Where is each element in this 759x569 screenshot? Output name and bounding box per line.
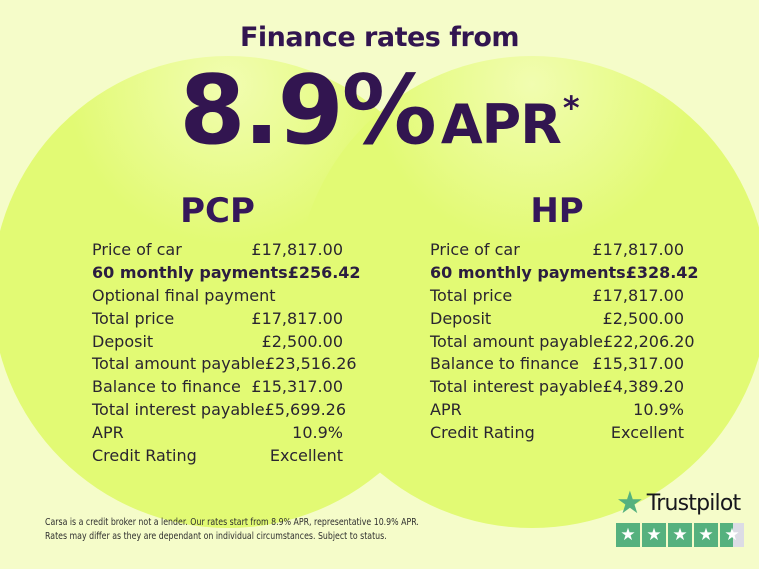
- row-label: 60 monthly payments: [430, 262, 626, 282]
- finance-row: [92, 375, 343, 398]
- row-value: £2,500.00: [602, 308, 684, 328]
- finance-row: [430, 375, 684, 398]
- row-value: £17,817.00: [251, 308, 343, 328]
- row-value: £17,817.00: [592, 285, 684, 305]
- rating-star-icon: ★: [720, 523, 744, 547]
- row-value: £15,317.00: [251, 377, 343, 397]
- row-label: Optional final payment: [92, 285, 276, 305]
- row-value: £17,817.00: [592, 239, 684, 259]
- pcp-table: [92, 189, 361, 467]
- row-value: £4,389.20: [602, 377, 685, 397]
- finance-row: [430, 307, 684, 330]
- hp-title: HP: [530, 191, 584, 231]
- row-value: 10.9%: [292, 423, 343, 443]
- hp-table-rows: [430, 238, 699, 444]
- finance-row: [430, 421, 684, 444]
- row-label: Deposit: [92, 331, 154, 351]
- finance-row: [92, 421, 343, 444]
- row-value: £22,206.20: [602, 331, 695, 351]
- legal-disclaimer: [45, 516, 421, 544]
- row-label: Total amount payable: [92, 354, 265, 374]
- rating-star-icon: ★: [616, 523, 640, 547]
- row-label: APR: [92, 423, 124, 443]
- trustpilot-brand-name: Trustpilot: [646, 490, 741, 516]
- finance-row: [430, 238, 684, 261]
- finance-row: [430, 352, 684, 375]
- row-label: APR: [430, 400, 462, 420]
- row-label: Total interest payable: [430, 377, 603, 397]
- row-label: Total interest payable: [92, 400, 265, 420]
- finance-row: [92, 261, 361, 284]
- rate-unit: APR: [440, 93, 561, 156]
- disclaimer-line-1: Carsa is a credit broker not a lender. Our rates start from 8.9% APR, representative 10.9% APR.: [45, 517, 419, 528]
- rating-star-icon: ★: [694, 523, 718, 547]
- row-value: 10.9%: [633, 400, 684, 420]
- finance-row: [92, 444, 343, 467]
- row-label: Deposit: [430, 308, 492, 328]
- row-value: Excellent: [269, 445, 343, 465]
- row-value: Excellent: [610, 423, 684, 443]
- finance-row: [430, 284, 684, 307]
- row-label: Total amount payable: [430, 331, 603, 351]
- pcp-title: PCP: [180, 191, 255, 231]
- banner-tagline: Finance rates from: [239, 22, 520, 53]
- finance-row: [92, 284, 343, 307]
- row-label: Total price: [430, 285, 513, 305]
- rate-footnote-marker: *: [562, 89, 580, 127]
- row-label: Total price: [92, 308, 175, 328]
- row-label: Price of car: [430, 239, 520, 259]
- finance-row: [430, 398, 684, 421]
- row-value: £15,317.00: [592, 354, 684, 374]
- finance-row: [430, 330, 695, 353]
- finance-row: [430, 261, 699, 284]
- disclaimer-line-2: Rates may differ as they are dependant on individual circumstances. Subject to status.: [45, 531, 387, 542]
- trustpilot-stars: [616, 523, 744, 547]
- row-label: Price of car: [92, 239, 182, 259]
- rating-star-icon: ★: [668, 523, 692, 547]
- rating-star-icon: ★: [642, 523, 666, 547]
- finance-row: [92, 307, 343, 330]
- pcp-table-rows: [92, 238, 361, 467]
- row-label: Balance to finance: [430, 354, 579, 374]
- row-value: £17,817.00: [251, 239, 343, 259]
- finance-row: [92, 330, 343, 353]
- row-value: £23,516.26: [264, 354, 357, 374]
- trustpilot-star-icon: ★: [616, 485, 644, 521]
- trustpilot-badge[interactable]: [616, 485, 744, 547]
- finance-row: [92, 238, 343, 261]
- row-label: Credit Rating: [92, 445, 197, 465]
- finance-row: [92, 352, 357, 375]
- row-value: £328.42: [625, 262, 699, 282]
- row-label: Balance to finance: [92, 377, 241, 397]
- row-label: 60 monthly payments: [92, 262, 288, 282]
- finance-row: [92, 398, 347, 421]
- row-value: £5,699.26: [264, 400, 347, 420]
- row-label: Credit Rating: [430, 423, 535, 443]
- rate-value: 8.9%: [179, 56, 435, 166]
- trustpilot-logo: [616, 485, 744, 521]
- row-value: £256.42: [287, 262, 361, 282]
- hp-table: [430, 189, 699, 444]
- row-value: £2,500.00: [261, 331, 343, 351]
- headline-rate: [0, 56, 759, 166]
